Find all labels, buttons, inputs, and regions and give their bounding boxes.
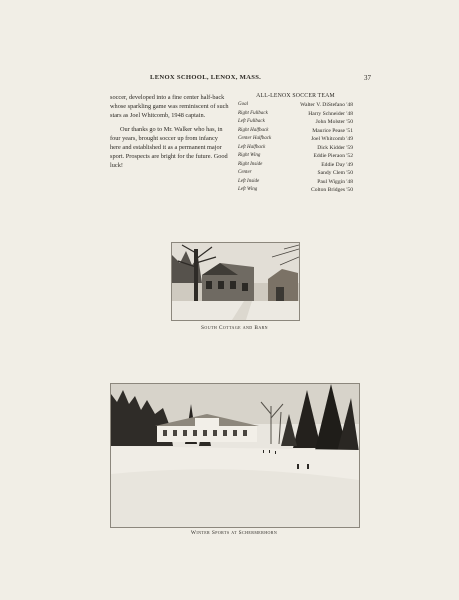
roster-position: Center <box>238 170 252 176</box>
article-paragraph: soccer, developed into a fine center half-back whose sparkling game was reminiscent of such stars as Joel Whitcomb, 1948 captain. <box>110 94 229 119</box>
roster-player: Eddie Pieraon '52 <box>313 153 353 160</box>
roster-player: Sandy Clem '50 <box>317 170 353 177</box>
roster-position: Left Fullback <box>238 119 265 125</box>
winter-sports-image <box>111 384 359 527</box>
running-head: LENOX SCHOOL, LENOX, MASS. <box>150 74 262 81</box>
cottage-barn-image <box>172 243 299 320</box>
roster-player: Walter V. DiStefano '48 <box>300 102 353 108</box>
roster-row <box>238 119 353 128</box>
winter-sports-photo <box>110 383 360 528</box>
roster-position: Left Inside <box>238 178 260 184</box>
roster-position: Right Wing <box>238 153 261 159</box>
roster-row <box>238 102 353 111</box>
roster-row <box>238 170 353 179</box>
roster-position: Right Fullback <box>238 110 268 116</box>
roster-player: Paul Wiggin '48 <box>317 178 353 185</box>
team-roster-section <box>238 93 353 196</box>
roster-player: Harry Schneider '48 <box>308 110 353 117</box>
roster-row <box>238 111 353 120</box>
roster-position: Left Wing <box>238 187 258 193</box>
roster-row <box>238 153 353 162</box>
roster-position: Center Halfback <box>238 136 272 142</box>
roster-row <box>238 162 353 171</box>
team-title: ALL-LENOX SOCCER TEAM <box>256 93 335 99</box>
roster-row <box>238 179 353 188</box>
roster-row <box>238 187 353 196</box>
roster-position: Right Halfback <box>238 127 269 133</box>
roster-player: Eddie Day '49 <box>321 161 353 168</box>
roster-player: Maurice Pease '51 <box>312 127 353 134</box>
roster-position: Goal <box>238 102 248 107</box>
cottage-barn-photo <box>171 242 300 321</box>
article-text <box>110 93 230 175</box>
roster-list <box>238 102 353 196</box>
article-paragraph: Our thanks go to Mr. Walker who has, in four years, brought soccer up from infancy here and established it as a permanent major sport. Prospects are bright for the future. Good luck! <box>110 126 228 169</box>
page-number: 37 <box>364 74 371 82</box>
roster-position: Right Inside <box>238 161 263 167</box>
photo-caption: South Cottage and Barn <box>201 325 268 331</box>
photo-caption: Winter Sports at Schermerhorn <box>190 530 278 536</box>
roster-player: Colton Bridges '50 <box>310 187 353 194</box>
roster-player: Dick Kidder '59 <box>317 144 353 151</box>
roster-player: John Molster '50 <box>315 119 353 126</box>
roster-row <box>238 136 353 145</box>
roster-row <box>238 128 353 137</box>
roster-row <box>238 145 353 154</box>
roster-player: Joel Whitcomb '49 <box>311 136 353 143</box>
roster-position: Left Halfback <box>238 144 266 150</box>
